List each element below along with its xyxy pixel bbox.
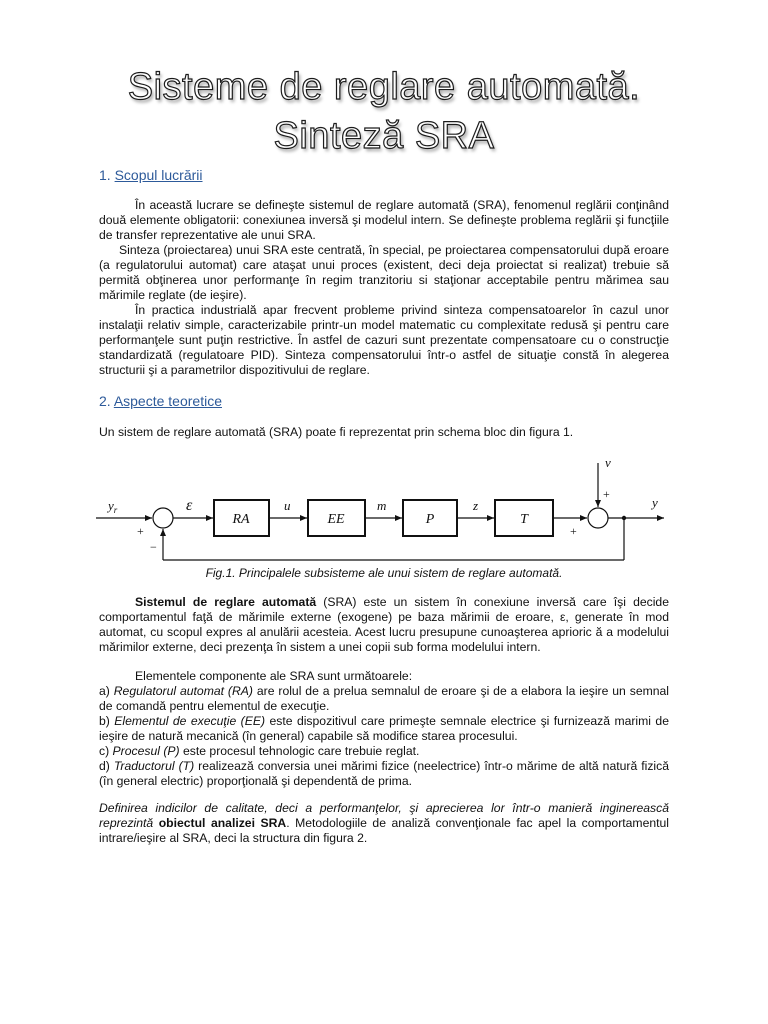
element-item-ee: b) Elementul de execuţie (EE) este dispozitivul care primeşte semnale electrice şi furnizează marimi de ieşire de natură mecanică (în general) capabile să modifice starea procesului. <box>99 714 669 743</box>
section1-paragraph-1: În această lucrare se defineşte sistemul de reglare automată (SRA), fenomenul reglării conţinând două elemente obligatorii: conexiunea inversă şi modelul intern. Se defineşte problema reglării şi funcţiile de transfer reprezentative ale unui SRA. <box>99 198 669 242</box>
section2-heading <box>99 393 222 409</box>
element-name-p: Procesul (P) <box>112 744 180 758</box>
sign-minus-feedback: − <box>150 540 157 554</box>
section2-intro: Un sistem de reglare automată (SRA) poate fi reprezentat prin schema bloc din figura 1. <box>99 425 574 439</box>
signal-yr-label: $y_r$ <box>108 498 118 515</box>
block-p-label: P <box>425 512 435 527</box>
closing-italic: Definirea indicilor de calitate, deci a performanţelor, şi aprecierea lor într-o manieră inginerească reprezintă <box>99 801 669 830</box>
section2-label: Aspecte teoretice <box>113 393 222 409</box>
sign-plus-output: + <box>570 524 577 538</box>
section2-number: 2. <box>99 393 111 409</box>
element-name-ra: Regulatorul automat (RA) <box>113 684 253 698</box>
signal-error-label: ε <box>186 497 193 514</box>
element-item-t: d) Traductorul (T) realizează conversia unei mărimi fizice (neelectrice) într-o mărime de altă natură fizică (în general electric) proporţională şi dependentă de prima. <box>99 759 669 788</box>
branch-point <box>622 516 626 520</box>
figure-caption: Fig.1. Principalele subsisteme ale unui sistem de reglare automată. <box>205 566 563 580</box>
element-name-t: Traductorul (T) <box>113 759 195 773</box>
definition-paragraph <box>99 595 669 655</box>
element-name-ee: Elementul de execuţie (EE) <box>114 714 266 728</box>
signal-u-label: u <box>284 498 291 513</box>
sign-plus-disturbance: + <box>603 487 610 501</box>
block-diagram <box>96 455 676 570</box>
signal-m-label: m <box>377 498 387 513</box>
block-ee-label: EE <box>327 512 345 527</box>
closing-bold: obiectul analizei SRA <box>158 816 287 830</box>
element-item-ra: a) Regulatorul automat (RA) are rolul de a prelua semnalul de eroare şi de a elabora la ieşire un semnal de comandă pentru elementul de execuţie. <box>99 684 670 713</box>
section1-label: Scopul lucrării <box>114 167 203 183</box>
definition-term: Sistemul de reglare automată <box>135 595 317 609</box>
elements-list <box>99 669 669 789</box>
section1-number: 1. <box>99 167 111 183</box>
section1-heading <box>99 167 203 183</box>
element-item-p: c) Procesul (P) este procesul tehnologic care trebuie reglat. <box>99 744 420 758</box>
closing-text: . Metodologiile de analiză convenţionale fac apel la comportamentul intrare/ieşire al SRA, deci la structura din figura 2. <box>99 816 670 845</box>
block-ra-label: RA <box>232 512 250 527</box>
summing-junction-1 <box>153 508 173 528</box>
signal-v-label: v <box>605 455 611 470</box>
section1-paragraph-3: În practica industrială apar frecvent probleme privind sinteza compensatoarelor în cazul unor instalaţii relativ simple, caracterizabile printr-un model matematic cu complexitate redusă şi pentru care performanţele sunt puţin restrictive. În astfel de cazuri sunt prezentate compensatoare cu o construcţie standardizată (regulatoare PID). Sinteza compensatorului într-o astfel de situaţie constă în alegerea structurii şi a parametrilor dispozitivului de reglare. <box>99 303 669 377</box>
sign-plus-input: + <box>137 524 144 538</box>
section1-body <box>99 198 669 378</box>
section1-paragraph-2: Sinteza (proiectarea) unui SRA este centrată, în special, pe proiectarea compensatorului după eroare (a regulatorului automat) care ataşat unui proces (existent, deci deja proiectat si realizat) trebuie să permită obţinerea unor performanţe în regim tranzitoriu si staţionar acceptabile pentru mărimea sau mărimile reglate (de ieşire). <box>99 243 669 302</box>
page-title-line1: Sisteme de reglare automată. <box>127 66 641 108</box>
block-t-label: T <box>520 512 528 527</box>
closing-paragraph <box>99 801 669 846</box>
elements-intro: Elementele componente ale SRA sunt următoarele: <box>135 669 413 683</box>
signal-z-label: z <box>473 498 479 513</box>
signal-y-label: y <box>652 495 658 510</box>
page-title-line2: Sinteză SRA <box>273 115 495 157</box>
summing-junction-2 <box>588 508 608 528</box>
definition-text: (SRA) este un sistem în conexiune inversă care îşi decide comportamentul faţă de mărimile externe (exogene) pe baza mărimii de eroare, ε, generate în mod automat, cu scopul expres al anulării acesteia. Acest lucru presupune cunoaşterea aprioric ă a modelului mărimilor externe, deci prezenţa în sistem a unei copii sub forma modelului intern. <box>99 595 669 654</box>
